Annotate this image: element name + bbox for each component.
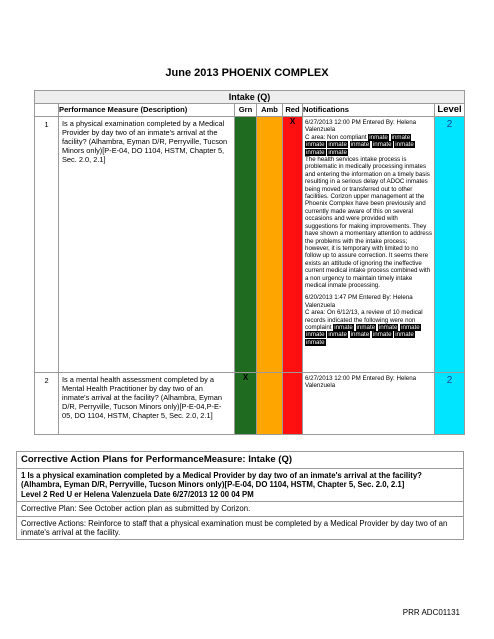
header-number xyxy=(35,104,59,117)
redaction: inmate xyxy=(401,323,420,331)
notification-entry xyxy=(305,294,432,346)
redaction: inmate xyxy=(334,323,353,331)
notification-area: C area: Non compliant inmate inmate inmate inmate inmate inmate inmate inmate inmate xyxy=(305,133,414,156)
redaction: inmate xyxy=(306,331,325,339)
redaction: inmate xyxy=(395,141,414,149)
measure-description: Is a mental health assessment completed by a Mental Health Practitioner by day two of an inmate's arrival at the facility? (Alhambra, Eyman D/R, Perryville, Tucson Minors only)[P-E-04,P-E-05, DO 1104, HSTM, Chapter 5, Sec. 2.0, 2.1] xyxy=(59,373,235,435)
table-row xyxy=(35,373,465,435)
measure-description: Is a physical examination completed by a Medical Provider by day two of an inmate's arrival at the facility? (Alhambra, Eyman D/R, Perryville, Tucson Minors only)[P-E-04, DO 1104, HSTM, Chapter 5, Sec. 2.0, 2.1] xyxy=(59,117,235,373)
redaction: inmate xyxy=(306,338,325,346)
status-red-cell xyxy=(283,117,303,373)
header-grn: Grn xyxy=(235,104,257,117)
status-amber-cell xyxy=(257,117,283,373)
header-red: Red xyxy=(283,104,303,117)
status-amber-cell xyxy=(257,373,283,435)
performance-table xyxy=(34,90,465,435)
notification-header: 6/27/2013 12:00 PM Entered By: Helena Valenzuela xyxy=(305,119,417,134)
page-title: June 2013 PHOENIX COMPLEX xyxy=(165,67,329,79)
status-green-cell xyxy=(235,373,257,435)
table-row xyxy=(35,117,465,373)
redaction: inmate xyxy=(391,133,411,141)
redaction: inmate xyxy=(378,323,398,331)
notification-area: C area: On 6/12/13, a review of 10 medical records indicated the following were non complaint inmate inmate inmate inmate inmate inmate inmate inmate inmate inmate xyxy=(305,309,423,346)
redaction: inmate xyxy=(328,148,347,156)
header-measure: Performance Measure (Description) xyxy=(59,104,235,117)
redaction: inmate xyxy=(328,141,347,149)
cap-item-description: 1 Is a physical examination completed by a Medical Provider by day two of an inmate's arrival at the facility? (Alhambra, Eyman D/R, Perryville, Tucson Minors only)[P-E-04, DO 1104, HSTM, Chapter 5, Sec. 2.0, 2.1] xyxy=(21,471,422,490)
notification-entry xyxy=(305,375,432,390)
level-cell: 2 xyxy=(435,117,465,373)
redaction: inmate xyxy=(372,331,392,339)
notifications-cell xyxy=(303,117,435,373)
notification-header: 6/27/2013 12:00 PM Entered By: Helena Valenzuela xyxy=(305,375,417,390)
redaction: inmate xyxy=(369,133,388,141)
status-green-cell xyxy=(235,117,257,373)
status-marker: X xyxy=(242,373,249,382)
redaction: inmate xyxy=(350,141,370,149)
document-id: PRR ADC01131 xyxy=(402,608,460,617)
header-amb: Amb xyxy=(257,104,283,117)
section-title: Intake (Q) xyxy=(35,91,465,104)
corrective-action-plans xyxy=(16,451,464,540)
redaction: inmate xyxy=(306,141,325,149)
notification-entry xyxy=(305,119,432,289)
status-red-cell xyxy=(283,373,303,435)
cap-item xyxy=(17,469,463,502)
redaction: inmate xyxy=(372,141,392,149)
status-marker: X xyxy=(289,117,296,126)
header-level: Level xyxy=(435,104,465,117)
redaction: inmate xyxy=(395,331,414,339)
cap-level-line: Level 2 Red U er Helena Valenzuela Date 6/27/2013 12 00 04 PM xyxy=(21,489,254,499)
row-number: 1 xyxy=(35,117,59,373)
notification-body: The health services intake process is problematic in medically processing inmates and entering the information on a timely basis resulting in a serious delay of ADOC inmates being moved or transferred out to other facilities. Corizon upper management at the Phoenix Complex have been previously and currently made aware of this on several occasions and were provided with suggestions for making improvements. They have shown a momentary attention to address the problems with the intake process; however, it is temporary with limited to no follow up to assure correction. It seems there exists an attitude of ignoring the ineffective current medical intake process combined with a non urgency to maintain timely intake medical inmate processing. xyxy=(305,156,432,289)
cap-actions: Corrective Actions: Reinforce to staff that a physical examination must be completed by a Medical Provider by day two of an inmate's arrival at the facility. xyxy=(21,518,448,538)
cap-plan: Corrective Plan: See October action plan as submitted by Corizon. xyxy=(17,502,463,516)
notification-header: 6/20/2013 1:47 PM Entered By: Helena Valenzuela xyxy=(305,294,413,309)
redaction: inmate xyxy=(306,148,325,156)
level-cell: 2 xyxy=(435,373,465,435)
header-notifications: Notifications xyxy=(303,104,435,117)
cap-title: Corrective Action Plans for PerformanceMeasure: Intake (Q) xyxy=(17,452,463,469)
row-number: 2 xyxy=(35,373,59,435)
notifications-cell xyxy=(303,373,435,435)
redaction: inmate xyxy=(350,331,370,339)
redaction: inmate xyxy=(356,323,376,331)
redaction: inmate xyxy=(328,331,347,339)
